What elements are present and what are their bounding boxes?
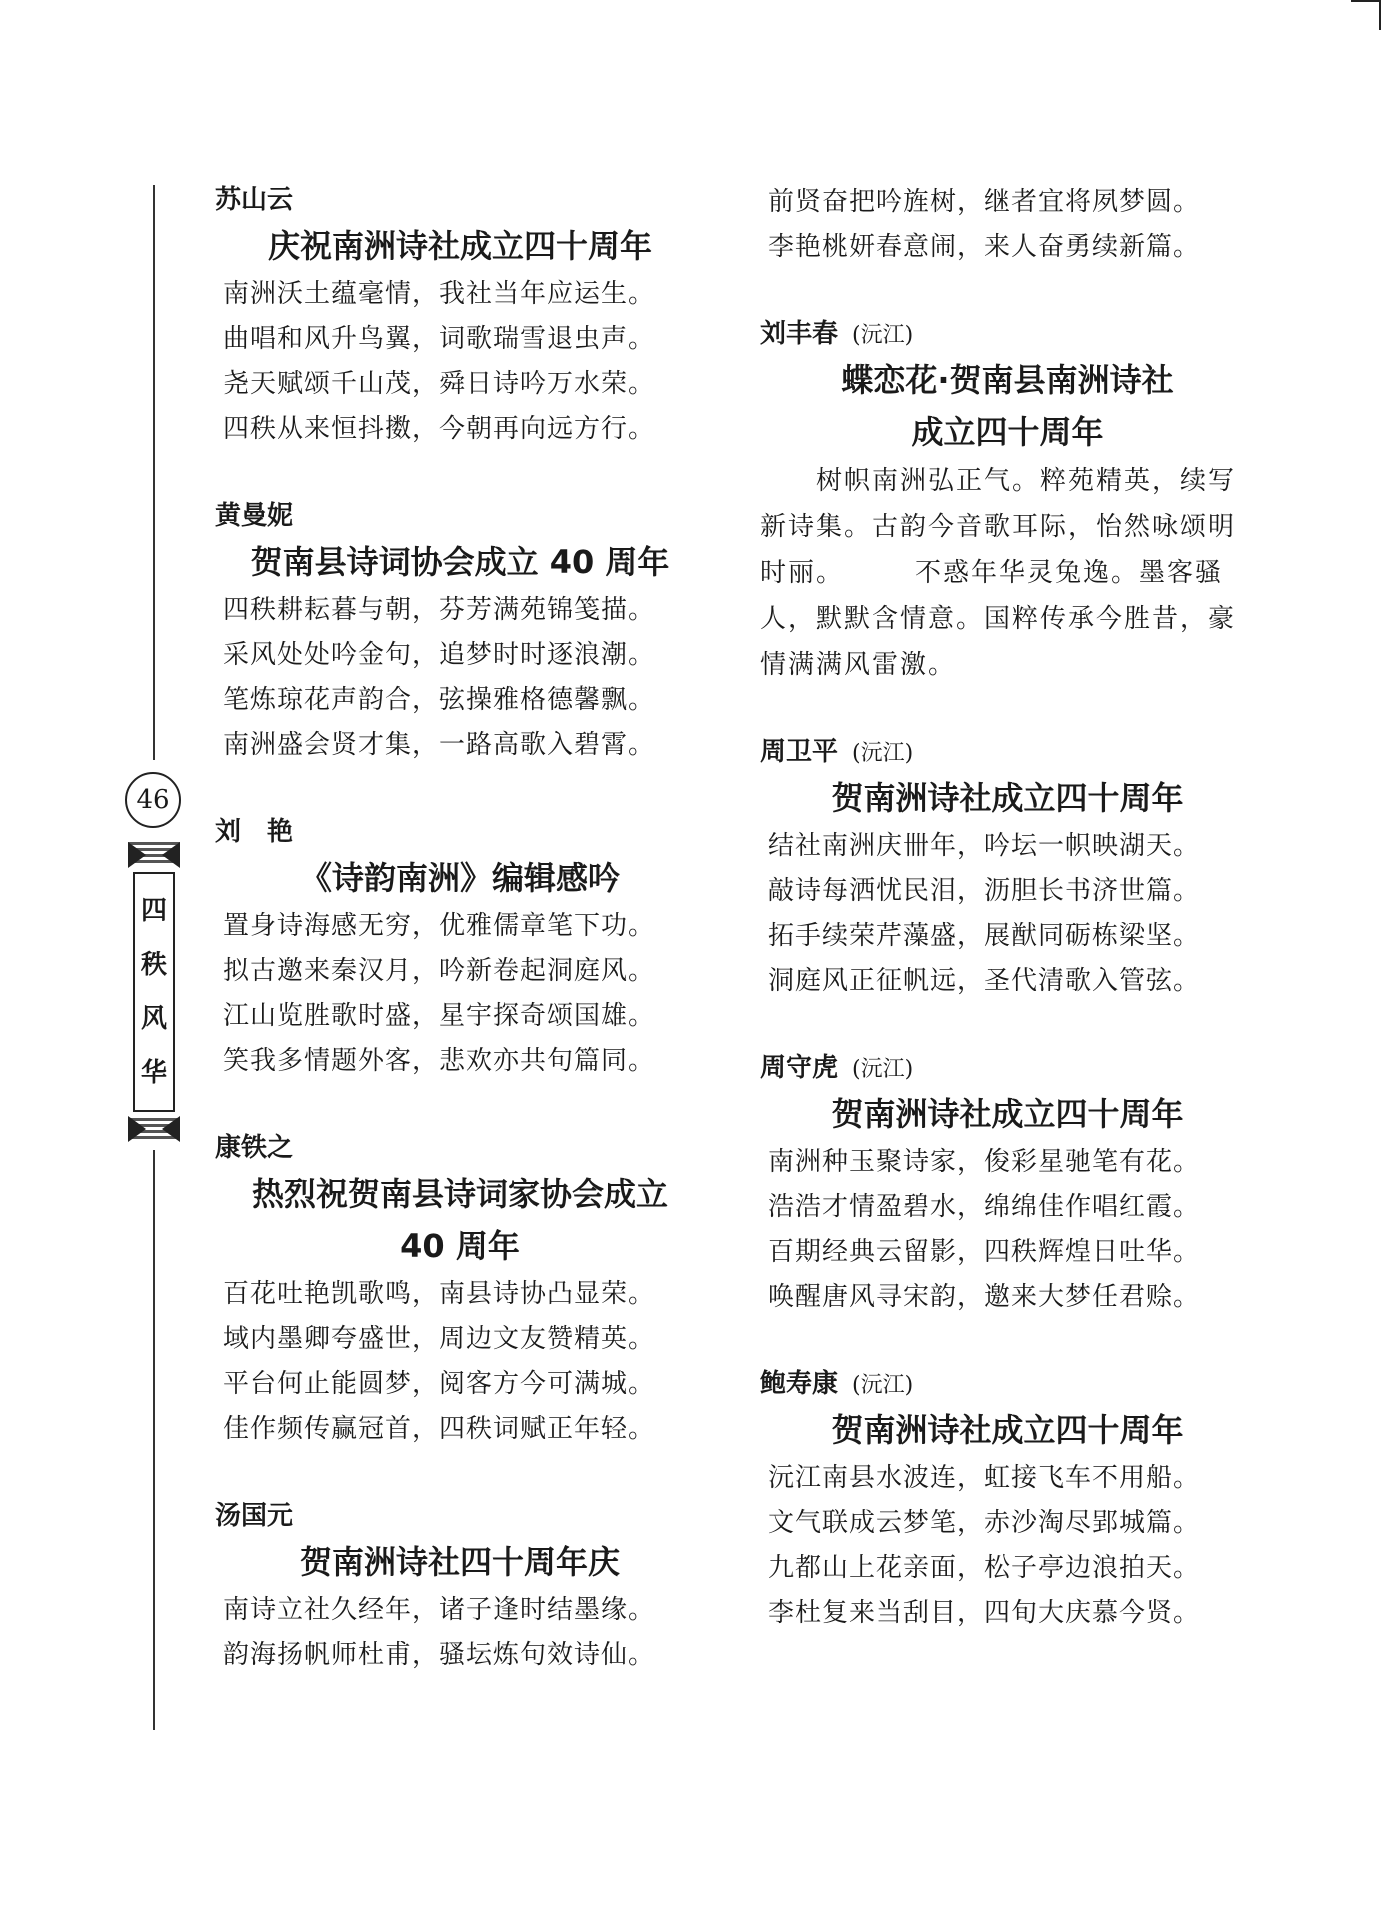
poem-title-cont: 40 周年 [400,1227,520,1265]
section-tab [128,842,180,1142]
author-place: (沅江) [852,323,914,348]
author-name: 刘丰春 [760,319,839,349]
poem-line: 文气联成云梦笔，赤沙淘尽郢城篇。 [768,1508,1201,1538]
poem-prose: 树帜南洲弘正气。粹苑精英，续写新诗集。古韵今音歌耳际，怡然咏颂明时丽。 不惑年华灵兔逸。墨客骚人，默默含情意。国粹传承今胜昔，豪情满满风雷激。 [760,466,1237,680]
poem-line: 四秩耕耘暮与朝，芬芳满苑锦笺描。 [223,595,656,625]
poem-title: 庆祝南洲诗社成立四十周年 [267,227,652,265]
poem-author [760,314,1255,354]
margin-rule-bottom [153,1150,155,1730]
poem-line: 结社南洲庆卌年，吟坛一帜映湖天。 [768,831,1201,861]
poem-line: 九都山上花亲面，松子亭边浪拍天。 [768,1553,1201,1583]
author-place: (沅江) [852,1057,914,1082]
poem-line: 尧天赋颂千山茂，舜日诗吟万水荣。 [223,369,656,399]
author-place: (沅江) [852,1373,914,1398]
poem-line: 南洲种玉聚诗家，俊彩星驰笔有花。 [768,1147,1201,1177]
poem-line: 敲诗每洒忧民泪，沥胆长书济世篇。 [768,876,1201,906]
poem [215,180,705,452]
poem-line: 洞庭风正征帆远，圣代清歌入管弦。 [768,966,1201,996]
poem [215,496,705,768]
poem-author: 汤国元 [215,1501,294,1531]
margin-rule-top [153,185,155,760]
tab-bottom-ornament [128,1116,180,1142]
tab-char: 风 [140,1004,167,1034]
poem-line: 百期经典云留影，四秩辉煌日吐华。 [768,1237,1201,1267]
poem-line: 拓手续荣芹藻盛，展猷同砺栋梁坚。 [768,921,1201,951]
tab-label [133,872,175,1112]
page-number: 46 [125,772,181,828]
poem-author: 黄曼妮 [215,501,294,531]
poem-line: 江山览胜歌时盛，星宇探奇颂国雄。 [223,1001,656,1031]
poem-author [760,1048,1255,1088]
poem-line: 浩浩才情盈碧水，绵绵佳作唱红霞。 [768,1192,1201,1222]
poem-line: 百花吐艳凯歌鸣，南县诗协凸显荣。 [223,1279,656,1309]
poem-line: 笑我多情题外客，悲欢亦共句篇同。 [223,1046,656,1076]
poem-author: 康铁之 [215,1133,294,1163]
poem-title: 《诗韵南洲》编辑感吟 [299,859,620,897]
poem-line: 曲唱和风升鸟翼，词歌瑞雪退虫声。 [223,324,656,354]
author-place: (沅江) [852,741,914,766]
poem-title: 贺南洲诗社成立四十周年 [831,779,1184,817]
poem-line: 南诗立社久经年，诸子逢时结墨缘。 [223,1595,656,1625]
poem-line: 四秩从来恒抖擞，今朝再向远方行。 [223,414,656,444]
poem-line: 前贤奋把吟旌树，继者宜将夙梦圆。 [768,187,1201,217]
poem [760,1048,1255,1320]
poem [215,1496,705,1678]
right-column [760,180,1255,1636]
poem-line: 李艳桃妍春意闹，来人奋勇续新篇。 [768,232,1201,262]
poem [760,1364,1255,1636]
poem-line: 拟古邀来秦汉月，吟新卷起洞庭风。 [223,956,656,986]
poem-title: 贺南县诗词协会成立 40 周年 [250,543,670,581]
poem-line: 佳作频传赢冠首，四秩词赋正年轻。 [223,1414,656,1444]
poem-line: 韵海扬帆师杜甫，骚坛炼句效诗仙。 [223,1640,656,1670]
tab-top-ornament [128,842,180,868]
poem-title: 贺南洲诗社四十周年庆 [299,1543,620,1581]
poem-line: 采风处处吟金句，追梦时时逐浪潮。 [223,640,656,670]
corner-mark [1351,0,1381,30]
author-name: 周卫平 [760,737,839,767]
poem-title: 贺南洲诗社成立四十周年 [831,1095,1184,1133]
author-name: 周守虎 [760,1053,839,1083]
poem [215,1128,705,1452]
poem [760,732,1255,1004]
poem-title: 贺南洲诗社成立四十周年 [831,1411,1184,1449]
tab-char: 秩 [140,950,167,980]
tab-char: 四 [140,896,167,926]
poem-line: 沅江南县水波连，虹接飞车不用船。 [768,1463,1201,1493]
poem-line: 唤醒唐风寻宋韵，邀来大梦任君赊。 [768,1282,1201,1312]
poem-author [760,1364,1255,1404]
poem-line: 南洲盛会贤才集，一路高歌入碧霄。 [223,730,656,760]
author-name: 鲍寿康 [760,1369,839,1399]
poem-line: 置身诗海感无穷，优雅儒章笔下功。 [223,911,656,941]
poem-line: 域内墨卿夸盛世，周边文友赞精英。 [223,1324,656,1354]
poem-title: 蝶恋花·贺南县南洲诗社 [841,361,1174,399]
poem-author: 苏山云 [215,185,294,215]
poem-title-cont: 成立四十周年 [911,413,1104,451]
poem-title: 热烈祝贺南县诗词家协会成立 [251,1175,668,1213]
poem-line: 平台何止能圆梦，阅客方今可满城。 [223,1369,656,1399]
poem [215,812,705,1084]
left-column [215,180,705,1678]
poem-continuation [760,180,1255,270]
poem-line: 李杜复来当刮目，四旬大庆慕今贤。 [768,1598,1201,1628]
poem-line: 南洲沃土蕴毫情，我社当年应运生。 [223,279,656,309]
tab-char: 华 [140,1058,167,1088]
poem-author: 刘 艳 [215,817,294,847]
poem-line: 笔炼琼花声韵合，弦操雅格德馨飘。 [223,685,656,715]
poem [760,314,1255,688]
poem-author [760,732,1255,772]
